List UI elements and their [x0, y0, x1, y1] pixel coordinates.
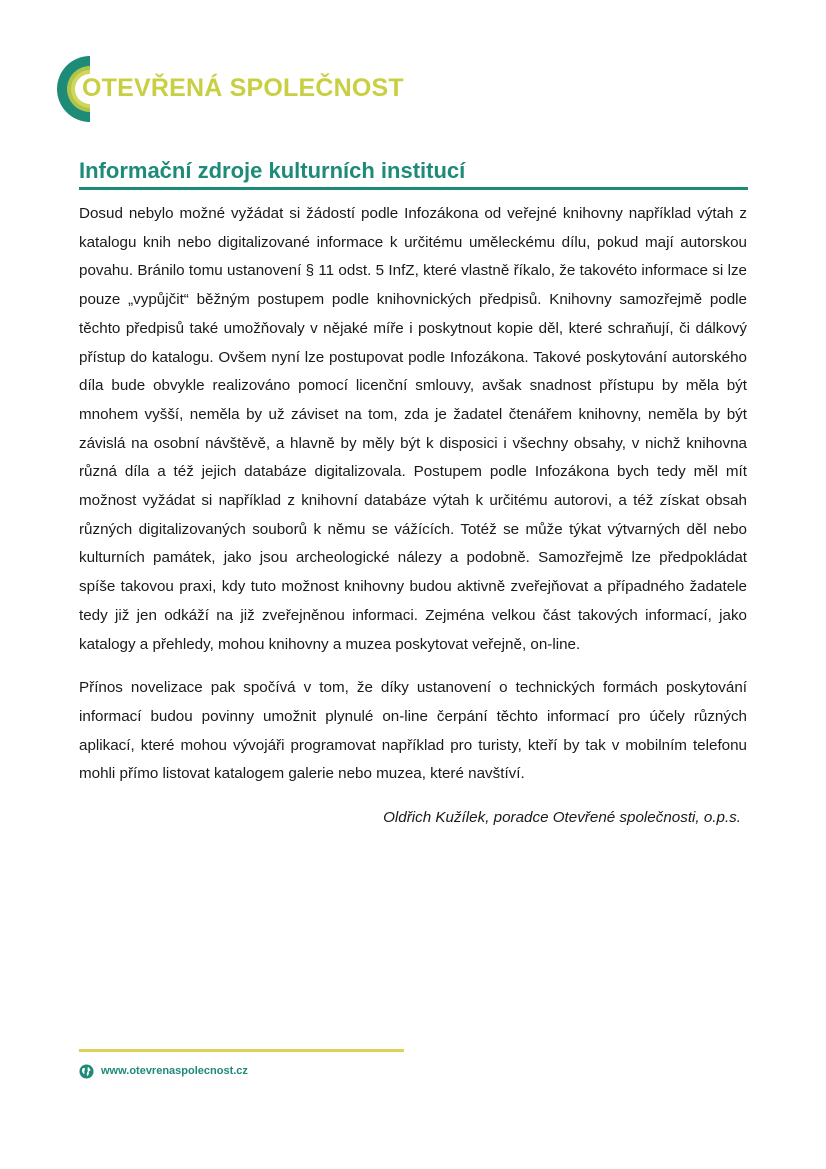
organization-logo [56, 54, 416, 124]
author-signature: Oldřich Kužílek, poradce Otevřené společnosti, o.p.s. [383, 809, 741, 827]
footer-divider [79, 1049, 404, 1052]
website-link[interactable] [79, 1062, 248, 1080]
title-divider [79, 187, 748, 190]
globe-icon [79, 1064, 94, 1079]
article-paragraph: Přínos novelizace pak spočívá v tom, že díky ustanovení o technických formách poskytování informací budou povinny umožnit plynulé on-line čerpání těchto informací pro účely různých aplikací, které mohou vývojáři programovat například pro turisty, kteří by tak v mobilním telefonu mohli přímo listovat katalogem galerie nebo muzea, které navštíví. [79, 679, 747, 783]
website-url: www.otevrenaspolecnost.cz [101, 1065, 248, 1077]
logo-text: OTEVŘENÁ SPOLEČNOST [82, 74, 404, 102]
article-body [79, 200, 747, 848]
article-paragraph: Dosud nebylo možné vyžádat si žádostí podle Infozákona od veřejné knihovny například výtah z katalogu knih nebo digitalizované informace k určitému uměleckému dílu, pokud mají autorskou povahu. Bránilo tomu ustanovení § 11 odst. 5 InfZ, které vlastně říkalo, že takovéto informace si lze pouze „vypůjčit“ běžným postupem podle knihovnických předpisů. Knihovny samozřejmě podle těchto předpisů také umožňovaly v nějaké míře i poskytnout kopie děl, které schraňují, či dálkový přístup do katalogu. Ovšem nyní lze postupovat podle Infozákona. Takové poskytování autorského díla bude obvykle realizováno pomocí licenční smlouvy, avšak snadnost přístupu by měla být mnohem vyšší, neměla by už záviset na tom, zda je žadatel čtenářem knihovny, neměla by být závislá na osobní návštěvě, a hlavně by měly být k disposici i všechny obsahy, v nichž knihovna různá díla a též jejich databáze digitalizovala. Postupem podle Infozákona bych tedy měl mít možnost vyžádat si například z knihovní databáze výtah k určitému autorovi, a též získat obsah různých digitalizovaných souborů k němu se vážících. Totéž se může týkat výtvarných děl nebo kulturních památek, jako jsou archeologické nálezy a podobně. Samozřejmě lze předpokládat spíše takovou praxi, kdy tuto možnost knihovny budou aktivně zveřejňovat a případného žadatele tedy již jen odkáží na již zveřejněnou informaci. Zejména velkou část takových informací, jako katalogy a přehledy, mohou knihovny a muzea poskytovat veřejně, on-line. [79, 205, 747, 653]
article-title: Informační zdroje kulturních institucí [79, 158, 466, 183]
